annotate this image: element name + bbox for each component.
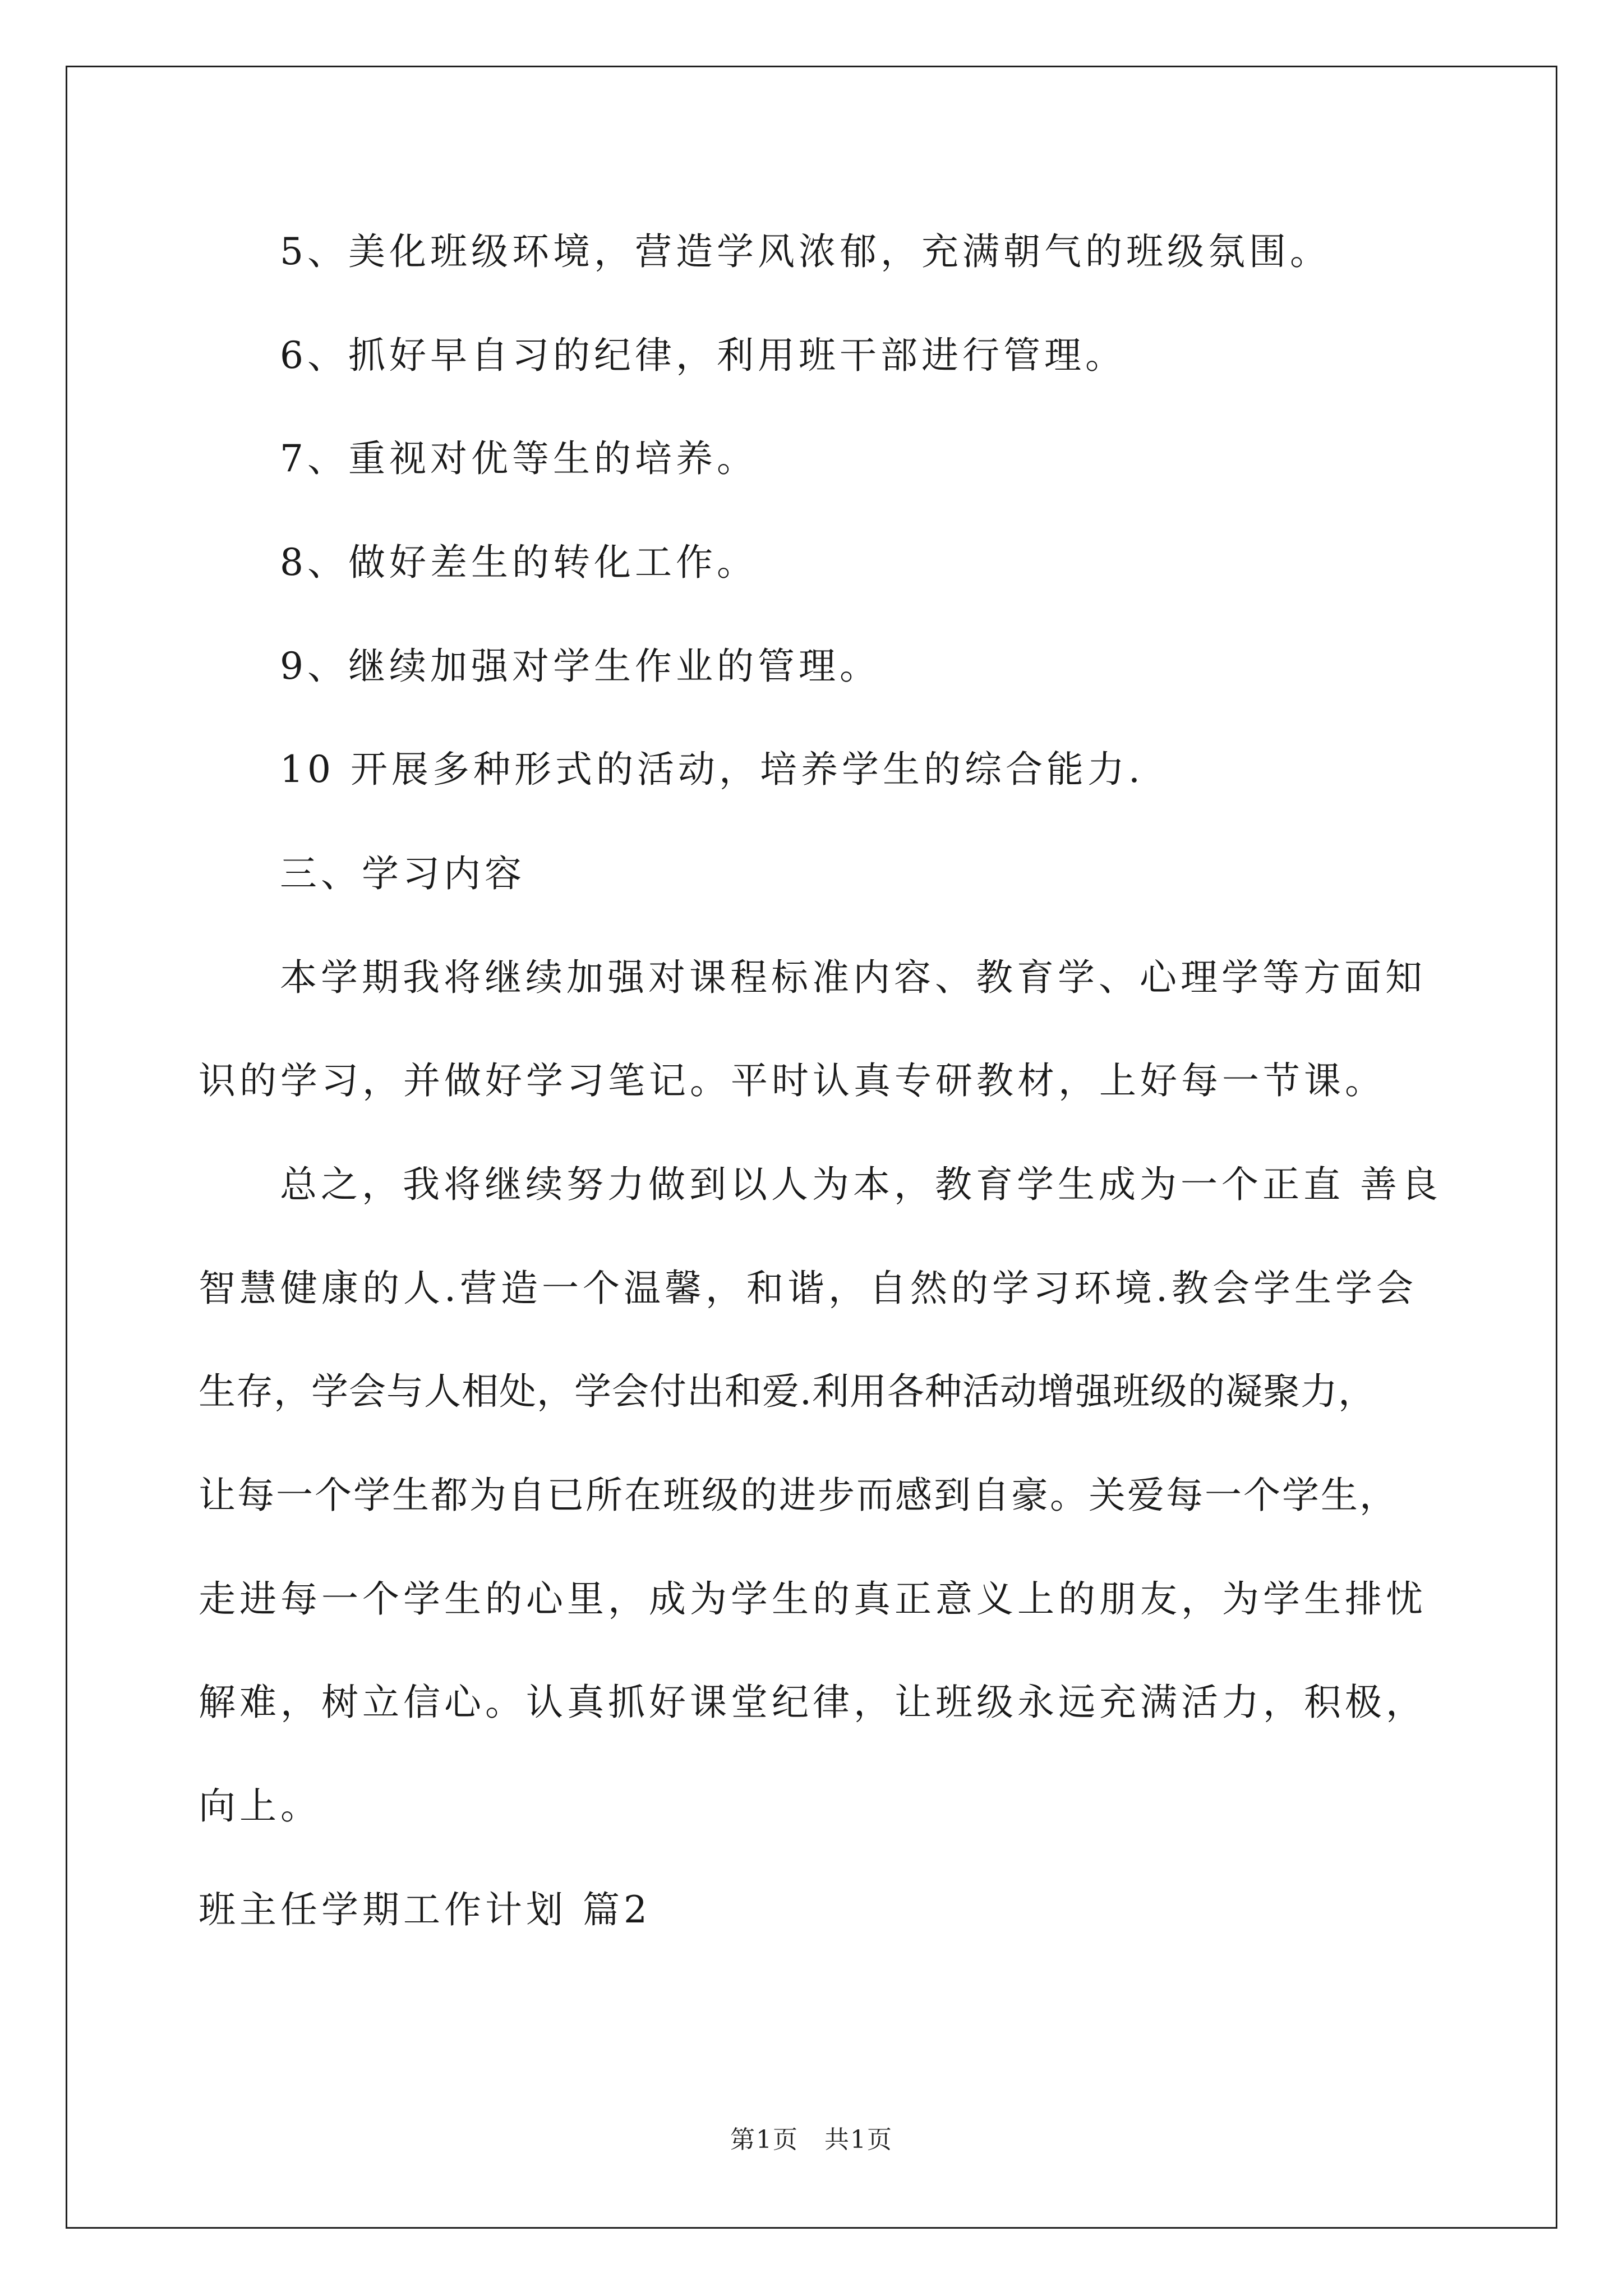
- list-item-10: 10 开展多种形式的活动，培养学生的综合能力.: [280, 748, 1144, 791]
- summary-paragraph-line: 走进每一个学生的心里，成为学生的真正意义上的朋友，为学生排忧: [199, 1577, 1427, 1621]
- summary-paragraph-line: 生存，学会与人相处，学会付出和爱.利用各种活动增强班级的凝聚力，: [199, 1370, 1376, 1413]
- page-footer: 第1页 共1页: [730, 2125, 893, 2154]
- section-heading: 三、学习内容: [280, 852, 525, 895]
- list-item-9: 9、继续加强对学生作业的管理。: [280, 645, 880, 688]
- list-item-5: 5、美化班级环境，营造学风浓郁，充满朝气的班级氛围。: [280, 230, 1331, 273]
- study-paragraph-line: 本学期我将继续加强对课程标准内容、教育学、心理学等方面知: [280, 956, 1426, 999]
- summary-paragraph-line: 向上。: [199, 1784, 321, 1828]
- summary-paragraph-line: 总之，我将继续努力做到以人为本，教育学生成为一个正直 善良: [280, 1163, 1442, 1206]
- list-item-8: 8、做好差生的转化工作。: [280, 541, 758, 584]
- list-item-6: 6、抓好早自习的纪律，利用班干部进行管理。: [280, 334, 1126, 377]
- next-section-title: 班主任学期工作计划 篇2: [199, 1888, 651, 1931]
- list-item-7: 7、重视对优等生的培养。: [280, 437, 758, 480]
- study-paragraph-line: 识的学习，并做好学习笔记。平时认真专研教材，上好每一节课。: [199, 1059, 1386, 1102]
- summary-paragraph-line: 让每一个学生都为自已所在班级的进步而感到自豪。关爱每一个学生，: [199, 1474, 1398, 1517]
- summary-paragraph-line: 智慧健康的人.营造一个温馨，和谐，自然的学习环境.教会学生学会: [199, 1267, 1417, 1310]
- summary-paragraph-line: 解难，树立信心。认真抓好课堂纪律，让班级永远充满活力，积极，: [199, 1681, 1427, 1724]
